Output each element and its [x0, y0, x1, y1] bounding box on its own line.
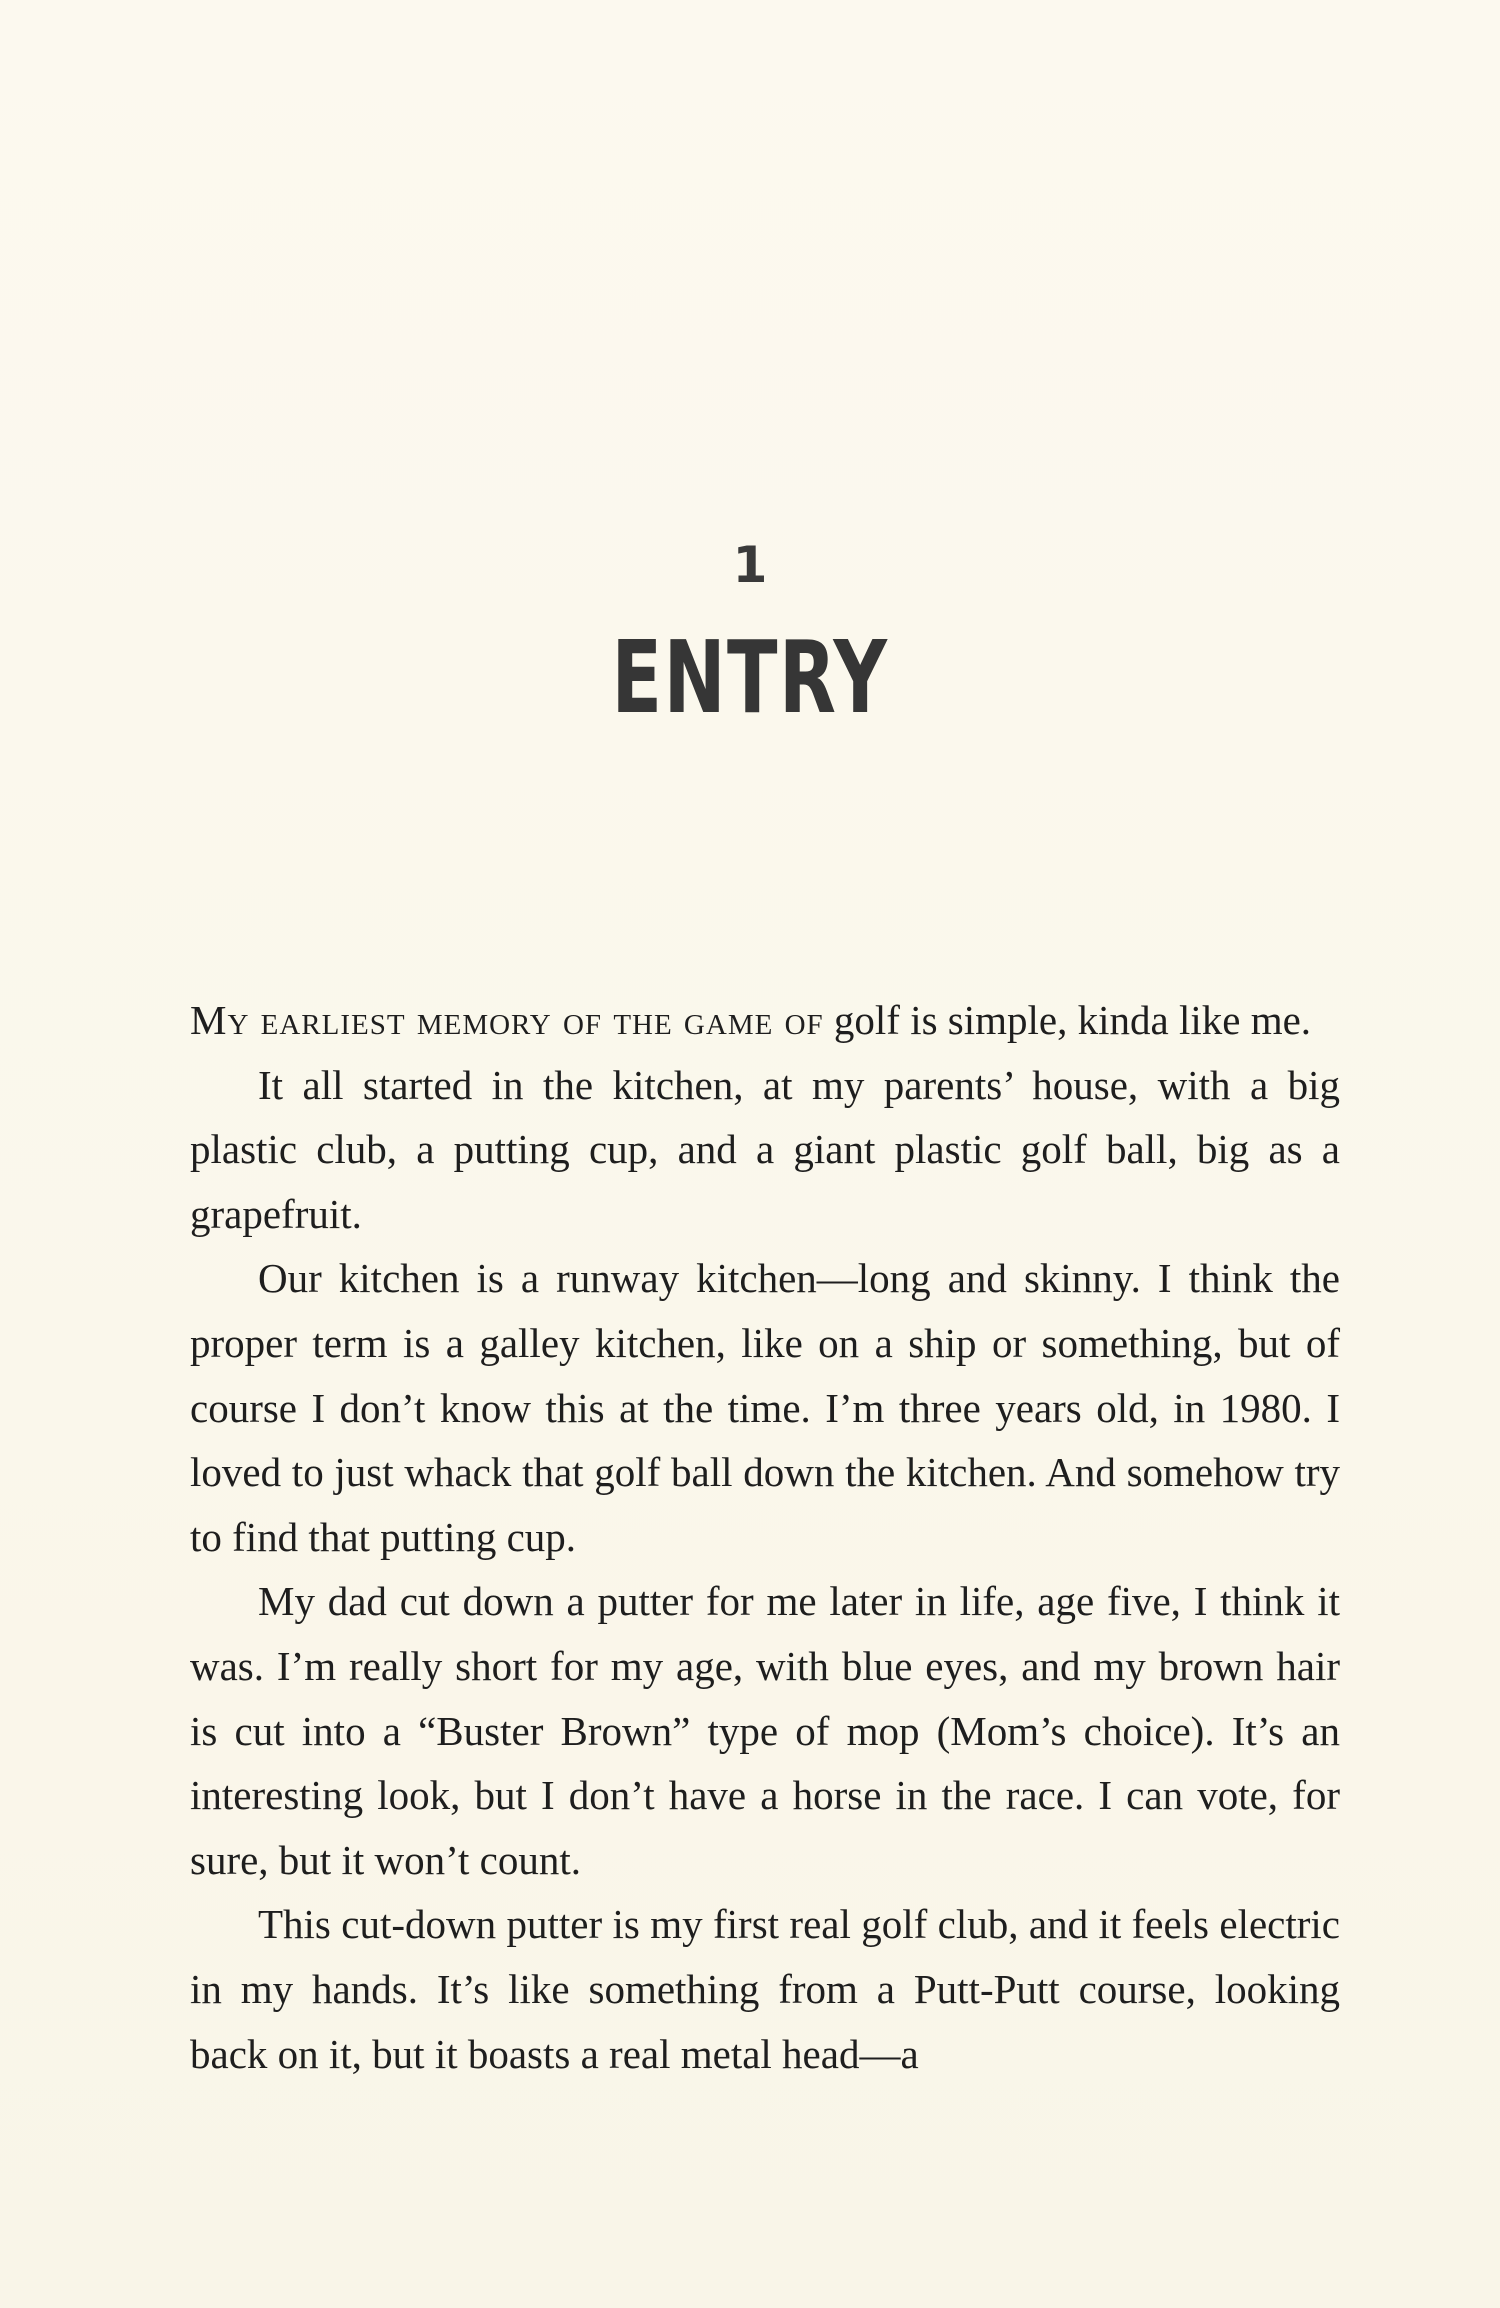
paragraph-1 — [190, 988, 1340, 1053]
paragraph-4: My dad cut down a putter for me later in life, age five, I think it was. I’m really short for my age, with blue eyes, and my brown hair is cut into a “Buster Brown” type of mop (Mom’s choice). It’s an interesting look, but I don’t have a horse in the race. I can vote, for sure, but it won’t count. — [190, 1578, 1340, 1883]
chapter-body — [190, 988, 1340, 2086]
paragraph-1-text: golf is simple, kinda like me. — [823, 997, 1312, 1043]
chapter-number: 1 — [732, 536, 768, 594]
paragraph-3: Our kitchen is a runway kitchen—long and skinny. I think the proper term is a galley kitchen, like on a ship or something, but of course I don’t know this at the time. I’m three years old, in 1980. I loved to just whack that golf ball down the kitchen. And somehow try to find that putting cup. — [190, 1255, 1340, 1560]
opening-small-caps: My earliest memory of the game of — [190, 997, 824, 1043]
paragraph-2: It all started in the kitchen, at my parents’ house, with a big plastic club, a putting cup, and a giant plastic golf ball, big as a grapefruit. — [190, 1061, 1340, 1237]
chapter-title: ENTRY — [611, 619, 889, 736]
paragraph-5: This cut-down putter is my first real golf club, and it feels electric in my hands. It’s like something from a Putt-Putt course, looking back on it, but it boasts a real metal head—a — [190, 1901, 1340, 2077]
